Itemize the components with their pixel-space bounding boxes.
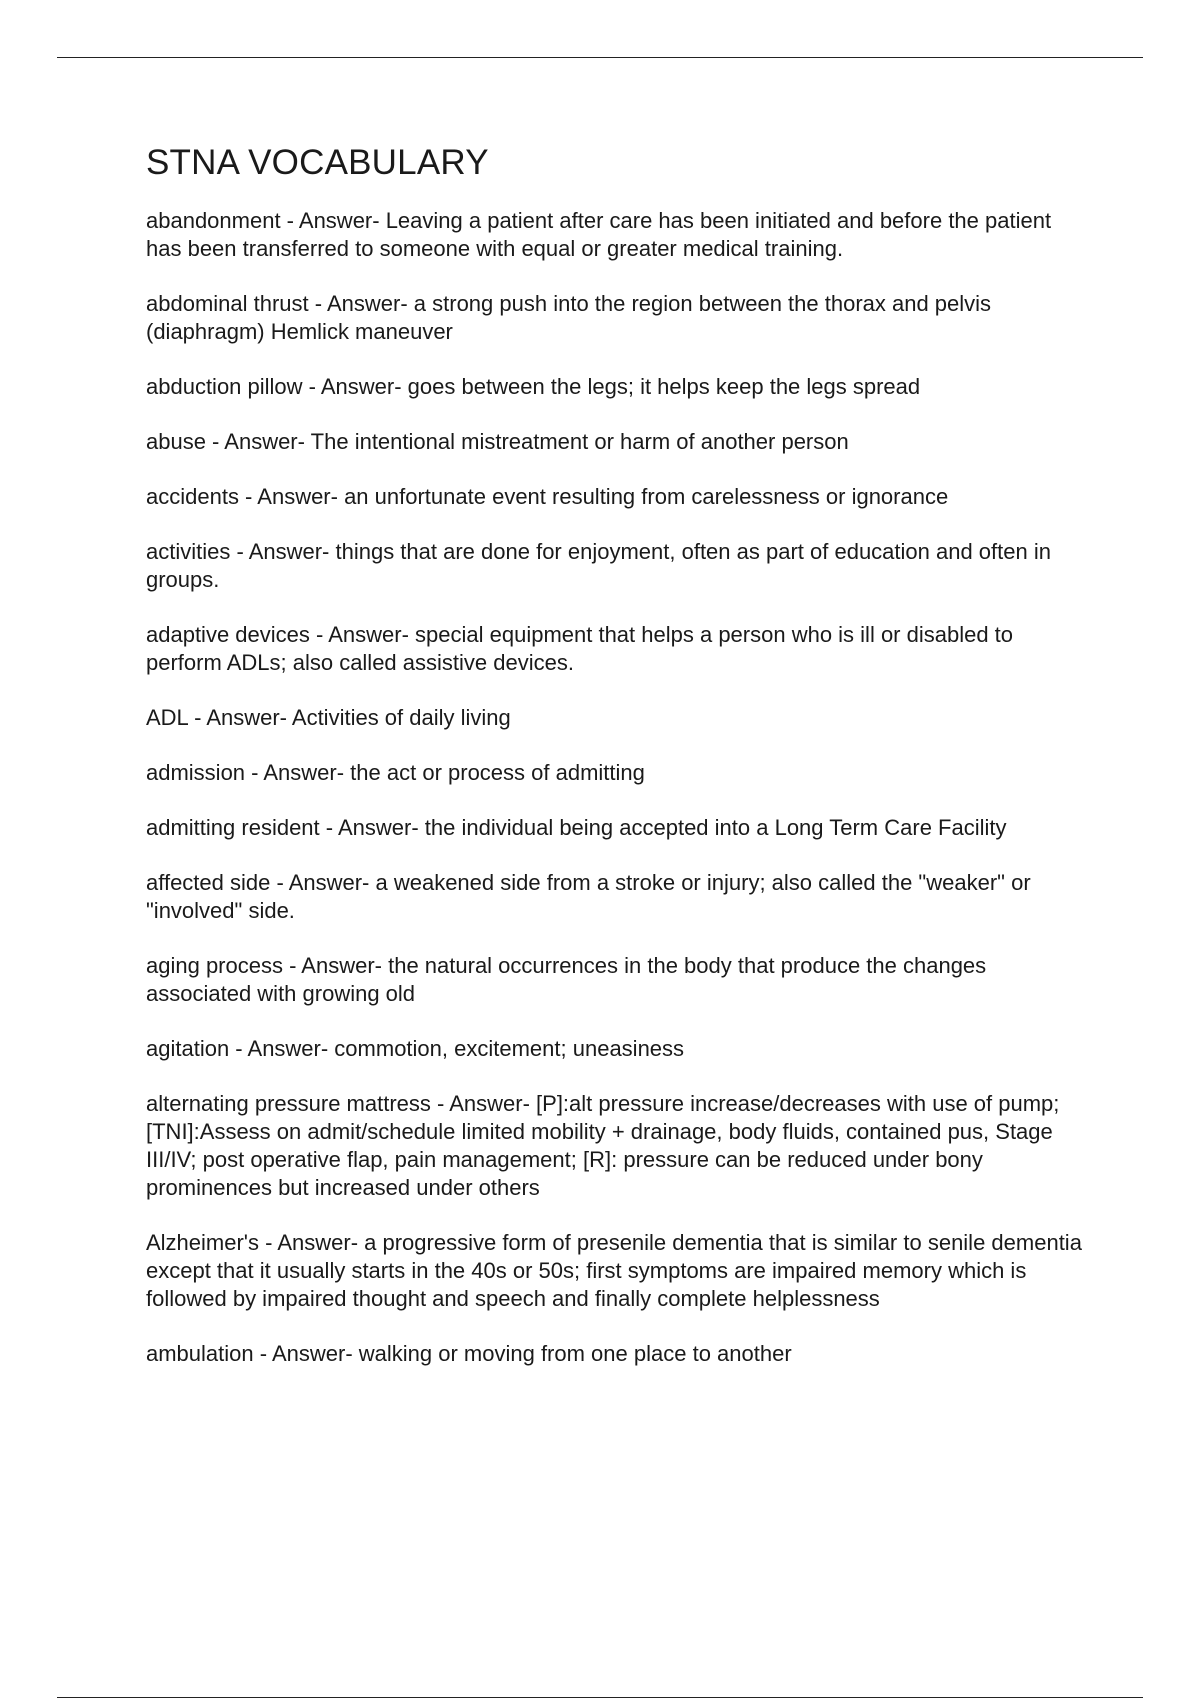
vocabulary-entry: admission - Answer- the act or process of admitting: [146, 760, 645, 785]
vocabulary-entry: Alzheimer's - Answer- a progressive form of presenile dementia that is similar to senile dementia except that it usually starts in the 40s or 50s; first symptoms are impaired memory which is followed by impaired thought and speech and finally complete helplessness: [146, 1230, 1082, 1311]
page-title: STNA VOCABULARY: [146, 143, 489, 182]
vocabulary-entry: activities - Answer- things that are done for enjoyment, often as part of education and often in groups.: [146, 539, 1051, 592]
vocabulary-entry: ADL - Answer- Activities of daily living: [146, 705, 511, 730]
vocabulary-entry: abandonment - Answer- Leaving a patient after care has been initiated and before the patient has been transferred to someone with equal or greater medical training.: [146, 208, 1052, 261]
vocabulary-entry: admitting resident - Answer- the individual being accepted into a Long Term Care Facility: [146, 815, 1007, 840]
header-rule: [57, 57, 1143, 58]
vocabulary-entry: alternating pressure mattress - Answer- [P]:alt pressure increase/decreases with use of pump; [TNI]:Assess on admit/schedule limited mobility + drainage, body fluids, contained pus, Stage III/IV; post operative flap, pain management; [R]: pressure can be reduced under bony prominences but increased under others: [146, 1091, 1060, 1200]
vocabulary-entry: aging process - Answer- the natural occurrences in the body that produce the changes associated with growing old: [146, 953, 987, 1006]
vocabulary-list: [146, 207, 1086, 1368]
vocabulary-entry: agitation - Answer- commotion, excitement; uneasiness: [146, 1036, 685, 1061]
vocabulary-entry: abdominal thrust - Answer- a strong push into the region between the thorax and pelvis (diaphragm) Hemlick maneuver: [146, 291, 992, 344]
vocabulary-entry: adaptive devices - Answer- special equipment that helps a person who is ill or disabled to perform ADLs; also called assistive devices.: [146, 622, 1014, 675]
vocabulary-entry: affected side - Answer- a weakened side from a stroke or injury; also called the "weaker" or "involved" side.: [146, 870, 1031, 923]
vocabulary-entry: abuse - Answer- The intentional mistreatment or harm of another person: [146, 429, 849, 454]
footer-rule: [57, 1697, 1143, 1698]
vocabulary-entry: abduction pillow - Answer- goes between the legs; it helps keep the legs spread: [146, 374, 921, 399]
vocabulary-entry: ambulation - Answer- walking or moving from one place to another: [146, 1341, 792, 1366]
vocabulary-entry: accidents - Answer- an unfortunate event resulting from carelessness or ignorance: [146, 484, 949, 509]
document-body: [146, 141, 1086, 1395]
